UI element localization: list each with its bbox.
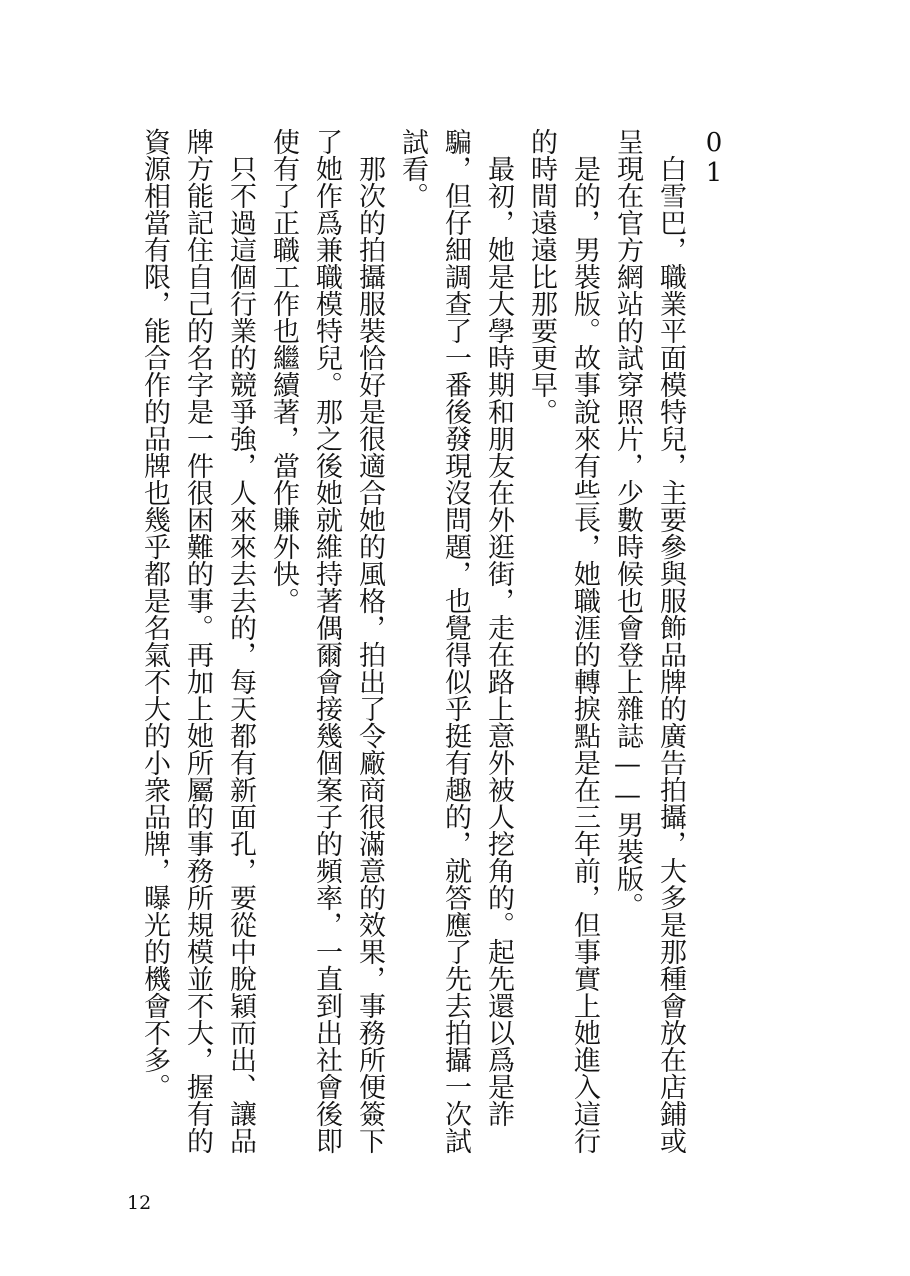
chapter-number: 01 [699, 128, 729, 188]
paragraph-3: 最初，她是大學時期和朋友在外逛街，走在路上意外被人挖角的。起先還以爲是詐騙，但仔細調查了一番後發現沒問題，也覺得似乎挺有趣的，就答應了先去拍攝一次試試看。 [397, 128, 514, 1154]
paragraph-2: 是的，男裝版。故事說來有些長，她職涯的轉捩點是在三年前，但事實上她進入這行的時間遠遠比那要更早。 [526, 128, 600, 1154]
paragraph-4: 那次的拍攝服裝恰好是很適合她的風格，拍出了令廠商很滿意的效果，事務所便簽下了她作爲兼職模特兒。那之後她就維持著偶爾會接幾個案子的頻率，一直到出社會後即使有了正職工作也繼續著，當作賺外快。 [268, 128, 385, 1154]
page-number: 12 [127, 1192, 152, 1214]
vertical-text-body [133, 128, 735, 1168]
paragraph-1: 白雪巴，職業平面模特兒，主要參與服飾品牌的廣告拍攝，大多是那種會放在店鋪或呈現在官方網站的試穿照片，少數時候也會登上雜誌——男裝版。 [612, 128, 686, 1154]
paragraph-5: 只不過這個行業的競爭強，人來來去去的，每天都有新面孔，要從中脫穎而出、讓品牌方能記住自己的名字是一件很困難的事。再加上她所屬的事務所規模並不大，握有的資源相當有限，能合作的品牌也幾乎都是名氣不大的小衆品牌，曝光的機會不多。 [139, 128, 256, 1154]
